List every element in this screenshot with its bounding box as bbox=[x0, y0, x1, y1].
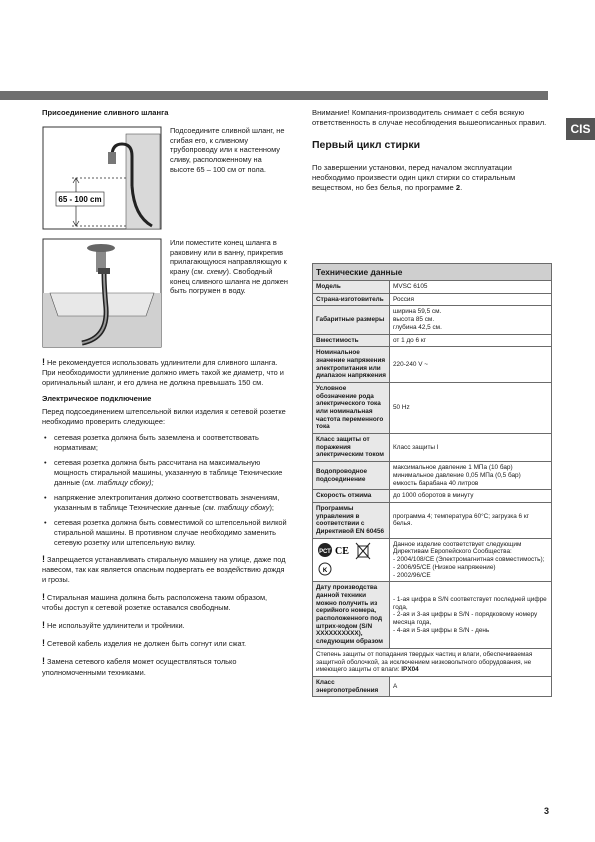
drain-hose-title: Присоединение сливного шланга bbox=[42, 108, 169, 117]
warning-tees: ! Не используйте удлинители и тройники. bbox=[42, 620, 185, 631]
warning-access: ! Стиральная машина должна быть расположена таким образом, чтобы доступ к сетевой розетке оставался свободным. bbox=[42, 592, 268, 613]
warning-outdoor: ! Запрещается устанавливать стиральную машину на улице, даже под навесом, так как является опасным подвергать ее воздействию дождя и грозы. bbox=[42, 553, 286, 585]
warning-icon: ! bbox=[42, 638, 45, 649]
svg-text:РСТ: РСТ bbox=[319, 548, 331, 555]
technical-data-table bbox=[312, 263, 552, 697]
drain-height-illustration bbox=[42, 126, 162, 230]
ce-mark-icon: CE bbox=[335, 545, 349, 557]
svg-text:K: K bbox=[322, 567, 328, 574]
drain-text-2: Или поместите конец шланга в раковину или в ванну, прикрепив прилагающуюся направляющую к крану (см. схему). Свободный конец сливного шланга не должен быть погружен в воду. bbox=[170, 238, 288, 296]
drain-height-figure bbox=[42, 126, 162, 230]
warning-icon: ! bbox=[42, 592, 45, 603]
bullet-power: • сетевая розетка должна быть рассчитана на максимальную мощность стиральной машины, указанную в таблице Технические данные (см. таблицу сбоку); bbox=[42, 458, 288, 488]
warning-extension: ! Не рекомендуется использовать удлинители для сливного шланга. При необходимости удлинение должно иметь такой же диаметр, что и оригинальный шланг, и его длина не должна превышать 150 см. bbox=[42, 357, 284, 388]
warning-icon: ! bbox=[42, 620, 45, 631]
table-row: Скорость отжима до 1000 оборотов в минуту bbox=[313, 490, 552, 503]
table-row: Вместимость от 1 до 6 кг bbox=[313, 334, 552, 347]
sink-hose-figure bbox=[42, 238, 162, 348]
electrical-intro: Перед подсоединением штепсельной вилки изделия к сетевой розетке необходимо проверить следующее: bbox=[42, 407, 286, 427]
header-bar bbox=[0, 91, 548, 100]
table-row: Габаритные размеры ширина 59,5 см. высота 85 см. глубина 42,5 см. bbox=[313, 306, 552, 334]
table-row: Программы управления в соответствии с Директивой EN 60456 программа 4; температура 60°С; загрузка 6 кг белья. bbox=[313, 502, 552, 538]
bullet-plug: • сетевая розетка должна быть совместимой со штепсельной вилкой стиральной машины. В противном случае необходимо заменить сетевую розетку или штепсельную вилку. bbox=[42, 518, 288, 548]
electrical-title: Электрическое подключение bbox=[42, 394, 152, 404]
table-row: Дату производства данной техники можно получить из серийного номера, расположенного под штрих-кодом (S/N XXXXXXXXXX), следующим образом - 1-ая цифра в S/N соответствует последней цифре года, - 2-ая и 3-ая цифры в S/N - порядковому номеру месяца года, - 4-ая и 5-ая цифры в S/N - день bbox=[313, 582, 552, 649]
language-tab: CIS bbox=[566, 118, 595, 140]
table-row: Модель MVSC 6105 bbox=[313, 281, 552, 294]
warning-icon: ! bbox=[42, 656, 45, 667]
warning-cable: ! Сетевой кабель изделия не должен быть согнут или сжат. bbox=[42, 638, 247, 649]
table-row: РСТ CE K Данное изделие соответствует следующим Директивам Европейского Сообщества: - 2004/108/CE (Электромагнитная совместимость); - 2006/95/CE (Низкое напряжение) - 2002/96/CE bbox=[313, 538, 552, 582]
table-row: Водопроводное подсоединение максимальное давление 1 МПа (10 бар) минимальное давление 0,05 МПа (0,5 бар) емкость барабана 40 литров bbox=[313, 462, 552, 490]
warning-replace: ! Замена сетевого кабеля может осуществляться только уполномоченными техниками. bbox=[42, 656, 237, 677]
table-row: Степень защиты от попадания твердых частиц и влаги, обеспечиваемая защитной оболочкой, за исключением низковольтного оборудования, не имеющего защиты от влаги: IPX04 bbox=[313, 648, 552, 676]
attention-note: Внимание! Компания-производитель снимает с себя всякую ответственность в случае несоблюдения вышеописанных правил. bbox=[312, 108, 547, 128]
table-row: Класс энергопотребления A bbox=[313, 676, 552, 696]
bullet-voltage: • напряжение электропитания должно соответствовать значениям, указанным в таблице Технические данные (см. таблицу сбоку); bbox=[42, 493, 288, 513]
warning-icon: ! bbox=[42, 553, 45, 564]
certification-marks bbox=[316, 541, 382, 577]
page-number: 3 bbox=[544, 806, 550, 816]
table-row: Страна-изготовитель Россия bbox=[313, 293, 552, 306]
first-cycle-title: Первый цикл стирки bbox=[312, 138, 421, 151]
height-label: 65 - 100 cm bbox=[58, 195, 102, 204]
table-row: Номинальное значение напряжения электропитания или диапазон напряжения 220-240 V ~ bbox=[313, 347, 552, 383]
table-row: Условное обозначение рода электрического тока или номинальная частота переменного тока 50 Hz bbox=[313, 382, 552, 433]
left-column bbox=[42, 108, 288, 684]
bullet-grounded: • сетевая розетка должна быть заземлена и соответствовать нормативам; bbox=[42, 433, 288, 453]
table-title: Технические данные bbox=[313, 264, 552, 281]
sink-hose-illustration bbox=[42, 238, 162, 348]
drain-text-1: Подсоедините сливной шланг, не сгибая его, к сливному трубопроводу или к настенному сливу, расположенному на высоте 65 – 100 см от пола. bbox=[170, 126, 285, 174]
wheelie-bin-icon bbox=[356, 543, 370, 559]
warning-icon: ! bbox=[42, 357, 45, 367]
first-cycle-text: По завершении установки, перед началом эксплуатации необходимо произвести один цикл стирки со стиральным веществом, но без белья, по программе 2. bbox=[312, 162, 516, 192]
right-column bbox=[312, 108, 552, 193]
table-row: Класс защиты от поражения электрическим током Класс защиты I bbox=[313, 434, 552, 462]
